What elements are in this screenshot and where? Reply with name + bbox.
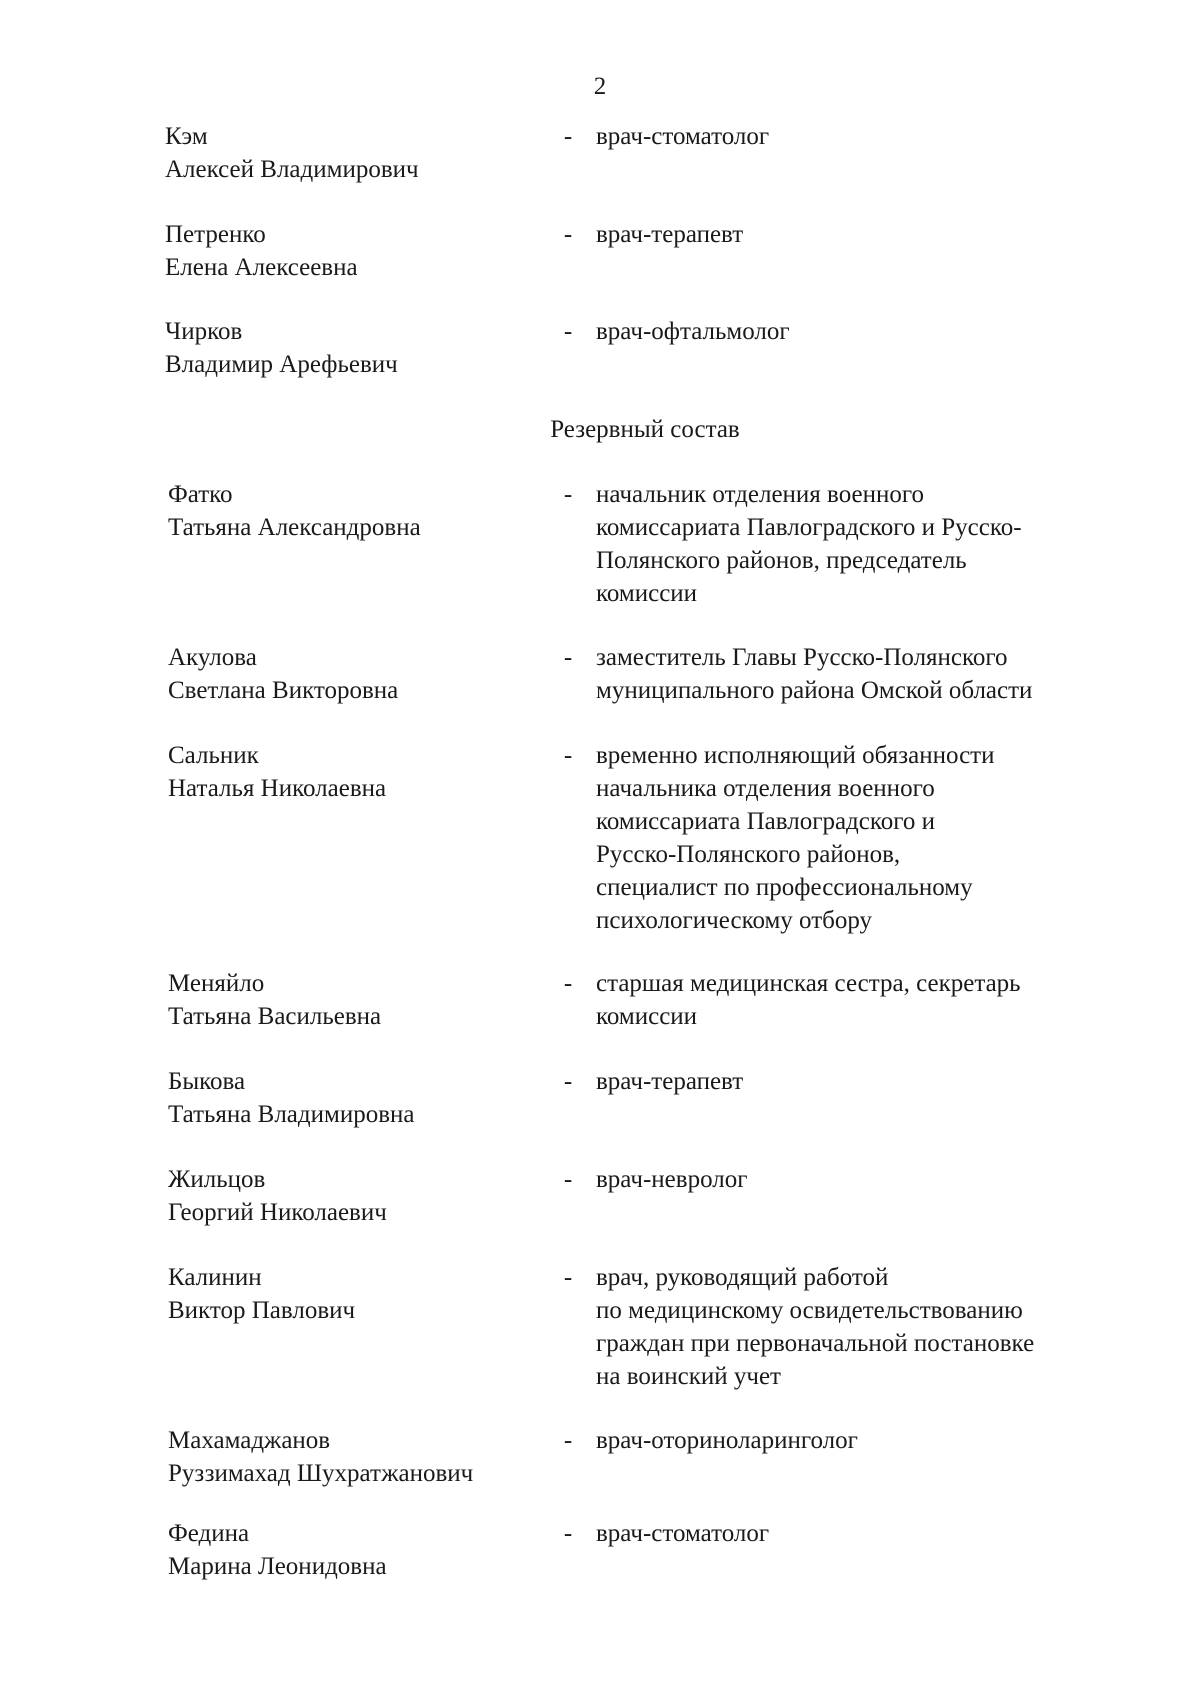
member-role bbox=[596, 1261, 1116, 1393]
member-name bbox=[165, 315, 545, 381]
member-surname: Махамаджанов bbox=[168, 1427, 331, 1454]
reserve-section-title: Резервный состав bbox=[550, 416, 740, 443]
dash-separator: - bbox=[563, 1520, 573, 1547]
member-surname: Петренко bbox=[165, 221, 266, 248]
member-surname: Чирков bbox=[165, 318, 243, 345]
member-role bbox=[596, 1424, 1116, 1457]
role-line: муниципального района Омской области bbox=[596, 677, 1033, 704]
dash-separator: - bbox=[563, 970, 573, 997]
member-role: врач-терапевт bbox=[596, 221, 744, 248]
role-line: на воинский учет bbox=[596, 1363, 781, 1390]
role-line: начальника отделения военного bbox=[596, 775, 935, 802]
dash-separator: - bbox=[563, 318, 573, 345]
role-line: комиссариата Павлоградского и Русско- bbox=[596, 514, 1022, 541]
member-surname: Меняйло bbox=[168, 970, 265, 997]
member-name bbox=[168, 1065, 548, 1131]
role-line: врач-невролог bbox=[596, 1166, 748, 1193]
role-line: врач-терапевт bbox=[596, 1068, 744, 1095]
dash-separator: - bbox=[563, 481, 573, 508]
role-line: врач-стоматолог bbox=[596, 1520, 770, 1547]
role-line: комиссии bbox=[596, 580, 698, 607]
member-surname: Сальник bbox=[168, 742, 259, 769]
member-given-name: Георгий Николаевич bbox=[168, 1199, 387, 1226]
member-given-name: Наталья Николаевна bbox=[168, 775, 387, 802]
role-line: начальник отделения военного bbox=[596, 481, 924, 508]
member-surname: Калинин bbox=[168, 1264, 262, 1291]
member-role bbox=[596, 641, 1116, 707]
member-given-name: Марина Леонидовна bbox=[168, 1553, 387, 1580]
dash-separator: - bbox=[563, 1166, 573, 1193]
role-line: старшая медицинская сестра, секретарь bbox=[596, 970, 1021, 997]
member-role: врач-офтальмолог bbox=[596, 318, 790, 345]
member-name bbox=[168, 967, 548, 1033]
member-name bbox=[165, 218, 545, 284]
member-role bbox=[596, 739, 1116, 937]
member-surname: Фатко bbox=[168, 481, 233, 508]
member-name bbox=[168, 1261, 548, 1327]
role-line: врач, руководящий работой bbox=[596, 1264, 889, 1291]
role-line: врач-оториноларинголог bbox=[596, 1427, 858, 1454]
member-role bbox=[596, 967, 1116, 1033]
member-name bbox=[168, 478, 548, 544]
member-role bbox=[596, 1065, 1116, 1098]
role-line: специалист по профессиональному bbox=[596, 874, 973, 901]
member-role: врач-стоматолог bbox=[596, 123, 770, 150]
member-name bbox=[168, 1424, 548, 1490]
member-given-name: Светлана Викторовна bbox=[168, 677, 399, 704]
role-line: по медицинскому освидетельствованию bbox=[596, 1297, 1023, 1324]
role-line: граждан при первоначальной постановке bbox=[596, 1330, 1035, 1357]
member-given-name: Елена Алексеевна bbox=[165, 254, 358, 281]
role-line: комиссариата Павлоградского и bbox=[596, 808, 936, 835]
member-role bbox=[596, 478, 1116, 610]
dash-separator: - bbox=[563, 1264, 573, 1291]
member-name bbox=[168, 1163, 548, 1229]
member-surname: Федина bbox=[168, 1520, 250, 1547]
member-surname: Кэм bbox=[165, 123, 208, 150]
dash-separator: - bbox=[563, 1068, 573, 1095]
role-line: комиссии bbox=[596, 1003, 698, 1030]
role-line: Русско-Полянского районов, bbox=[596, 841, 901, 868]
member-name bbox=[168, 739, 548, 805]
member-role bbox=[596, 1163, 1116, 1196]
page-number: 2 bbox=[593, 73, 607, 100]
member-given-name: Татьяна Васильевна bbox=[168, 1003, 382, 1030]
role-line: психологическому отбору bbox=[596, 907, 873, 934]
member-given-name: Татьяна Владимировна bbox=[168, 1101, 415, 1128]
role-line: временно исполняющий обязанности bbox=[596, 742, 995, 769]
member-given-name: Руззимахад Шухратжанович bbox=[168, 1460, 474, 1487]
member-surname: Акулова bbox=[168, 644, 257, 671]
member-name bbox=[168, 641, 548, 707]
member-surname: Жильцов bbox=[168, 1166, 266, 1193]
dash-separator: - bbox=[563, 123, 573, 150]
member-name bbox=[165, 120, 545, 186]
dash-separator: - bbox=[563, 742, 573, 769]
dash-separator: - bbox=[563, 1427, 573, 1454]
dash-separator: - bbox=[563, 644, 573, 671]
member-name bbox=[168, 1517, 548, 1583]
member-given-name: Виктор Павлович bbox=[168, 1297, 356, 1324]
dash-separator: - bbox=[563, 221, 573, 248]
member-surname: Быкова bbox=[168, 1068, 246, 1095]
member-given-name: Владимир Арефьевич bbox=[165, 351, 398, 378]
member-role bbox=[596, 1517, 1116, 1550]
member-given-name: Алексей Владимирович bbox=[165, 156, 419, 183]
role-line: Полянского районов, председатель bbox=[596, 547, 967, 574]
member-given-name: Татьяна Александровна bbox=[168, 514, 421, 541]
role-line: заместитель Главы Русско-Полянского bbox=[596, 644, 1008, 671]
